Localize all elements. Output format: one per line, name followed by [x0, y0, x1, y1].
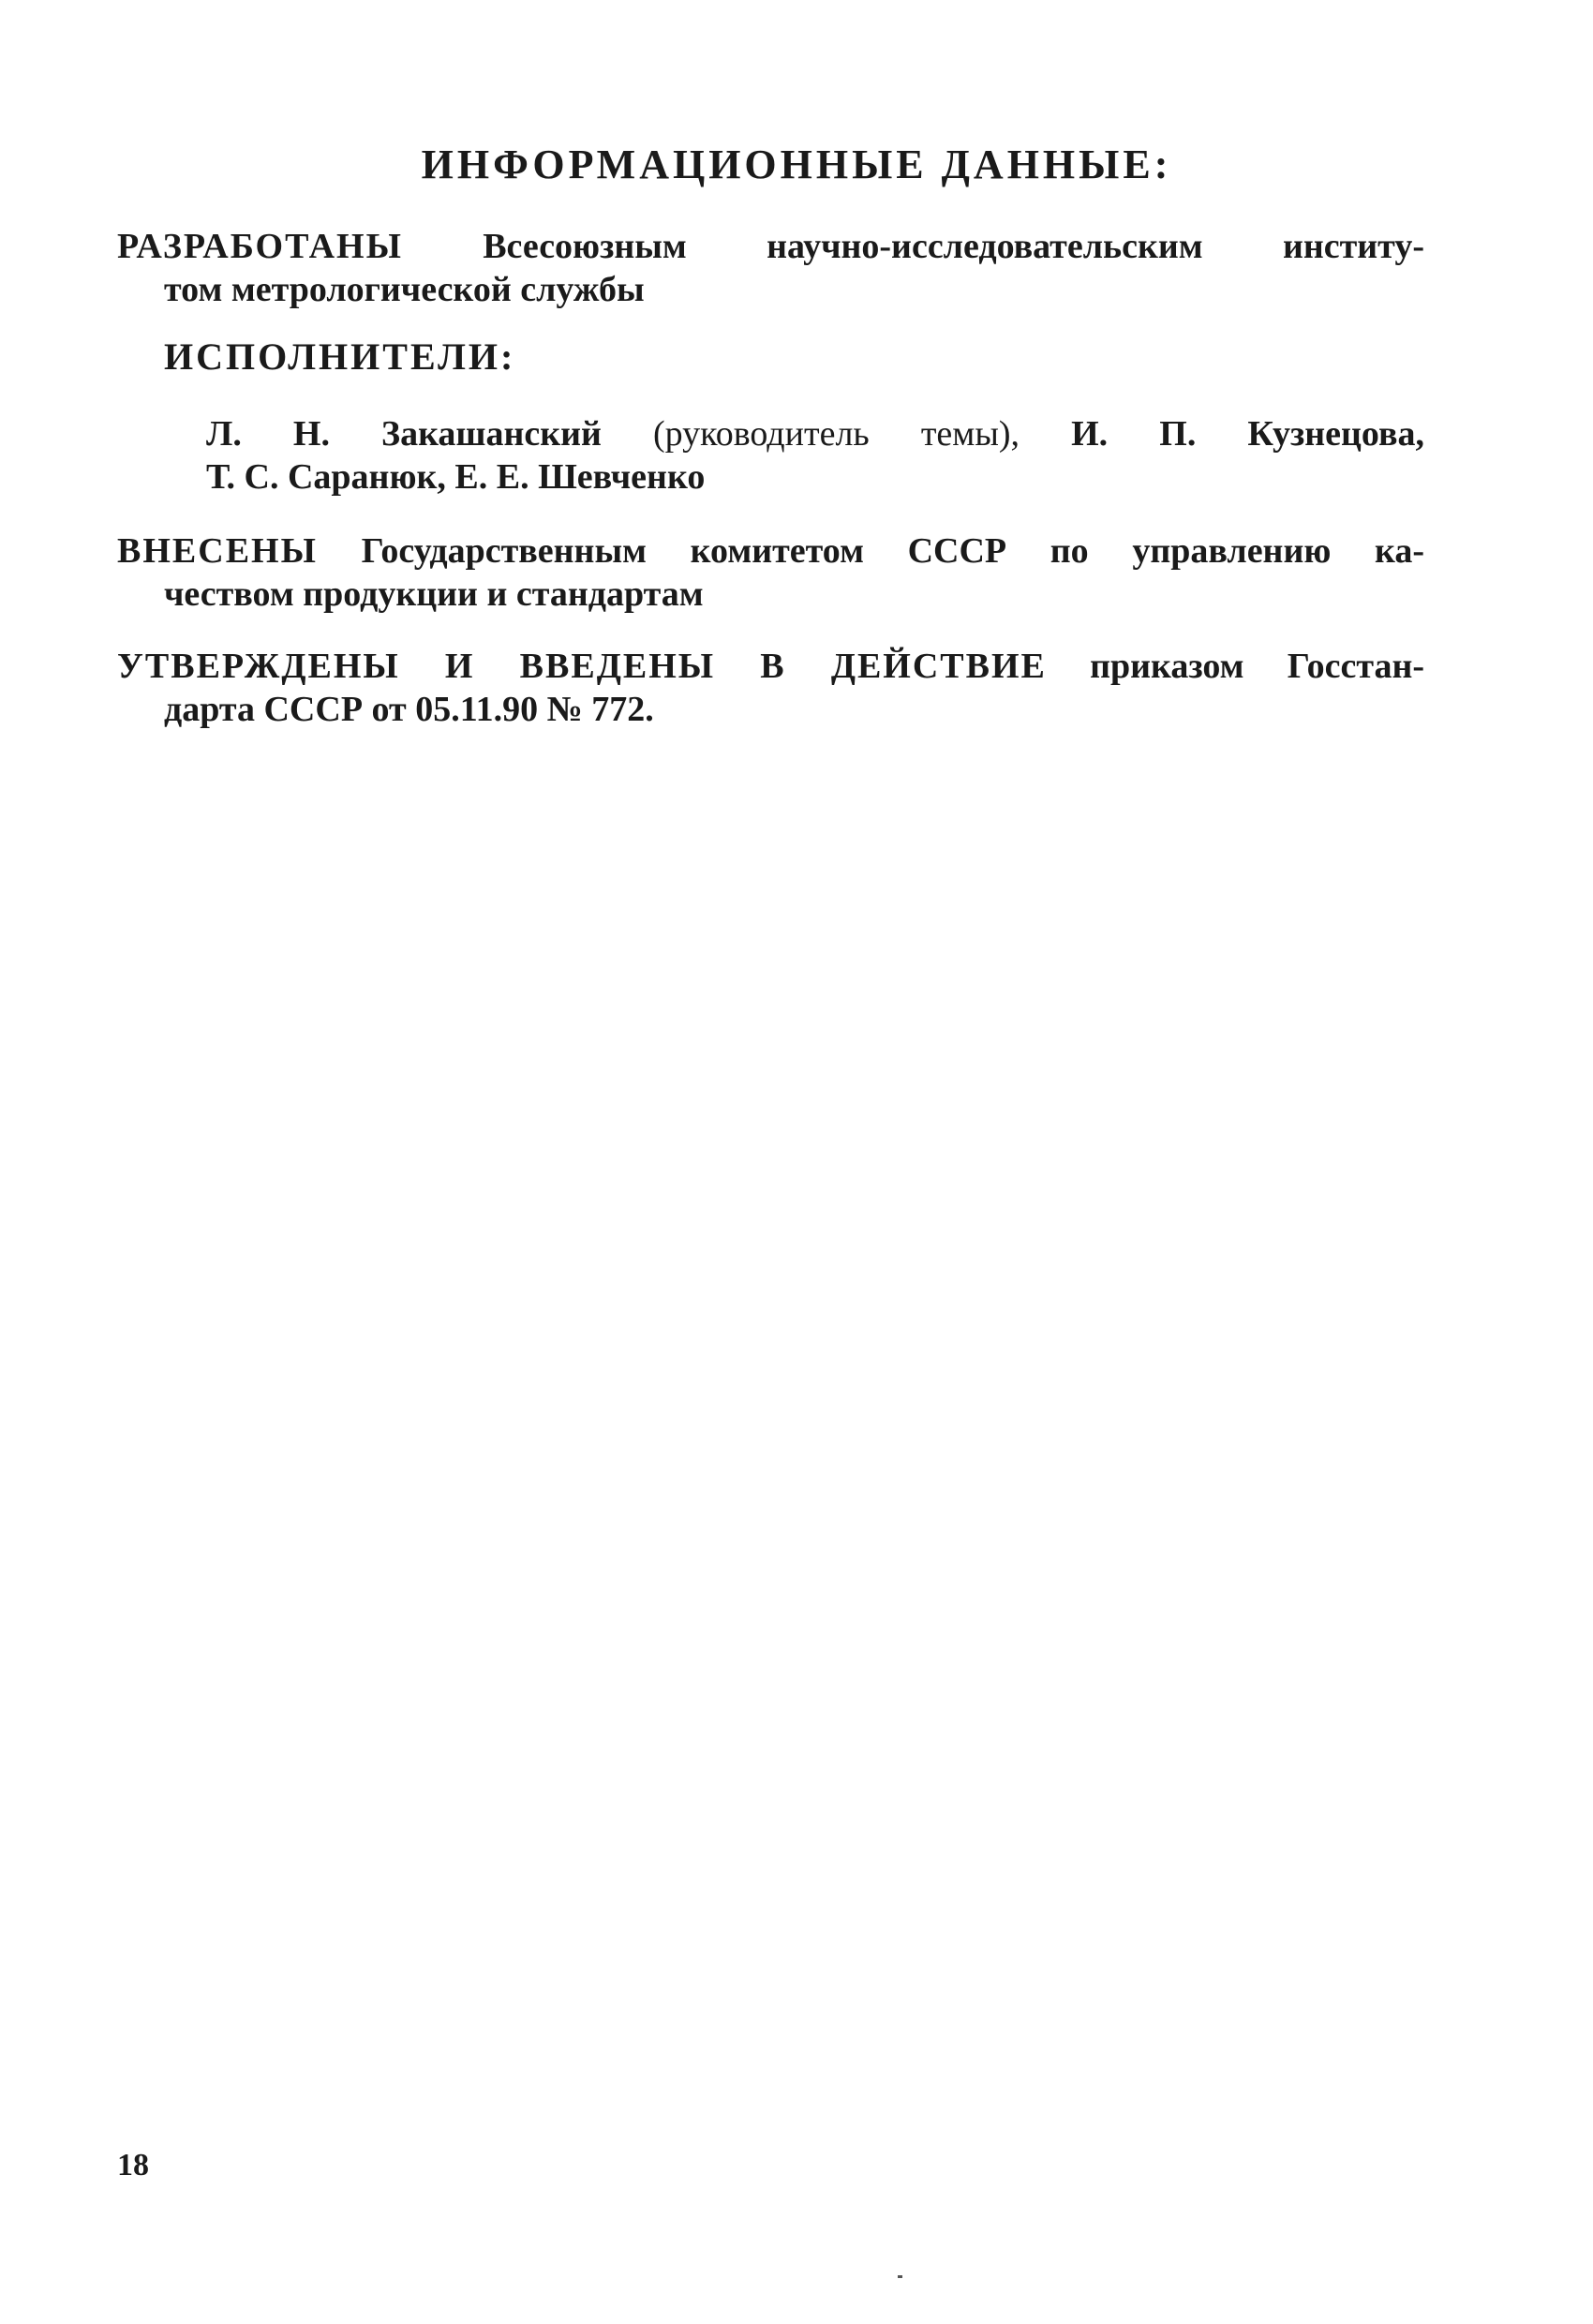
developed-section	[117, 225, 1424, 311]
approved-text-1: приказом Госстан-	[1090, 647, 1425, 686]
introduced-text-2: чеством продукции и стандартам	[164, 574, 704, 614]
page-number: 18	[117, 2148, 149, 2182]
page-title: ИНФОРМАЦИОННЫЕ ДАННЫЕ:	[421, 142, 1172, 187]
approved-section	[117, 645, 1424, 731]
developed-line-1	[117, 225, 1424, 268]
developed-text-2: том метрологической службы	[164, 270, 645, 309]
approved-text-2: дарта СССР от 05.11.90 № 772.	[164, 690, 654, 729]
scan-speck	[898, 2275, 902, 2278]
performers-line-2: Т. С. Саранюк, Е. Е. Шевченко	[206, 457, 706, 497]
developed-label: РАЗРАБОТАНЫ	[117, 227, 403, 266]
performers-heading: ИСПОЛНИТЕЛИ:	[164, 335, 516, 378]
performer-1-role: (руководитель темы),	[653, 414, 1020, 454]
performer-2: И. П. Кузнецова,	[1071, 414, 1425, 454]
developed-text-1: Всесоюзным научно-исследовательским институ-	[483, 227, 1424, 266]
performers-section	[206, 412, 1424, 499]
performer-1: Л. Н. Закашанский	[206, 414, 602, 454]
introduced-line-1	[117, 529, 1424, 573]
introduced-text-1: Государственным комитетом СССР по управлению ка-	[361, 531, 1425, 571]
approved-label: УТВЕРЖДЕНЫ И ВВЕДЕНЫ В ДЕЙСТВИЕ	[117, 647, 1047, 686]
approved-line-1	[117, 645, 1424, 688]
introduced-section	[117, 529, 1424, 616]
introduced-label: ВНЕСЕНЫ	[117, 531, 318, 571]
performers-line-1	[206, 412, 1424, 455]
